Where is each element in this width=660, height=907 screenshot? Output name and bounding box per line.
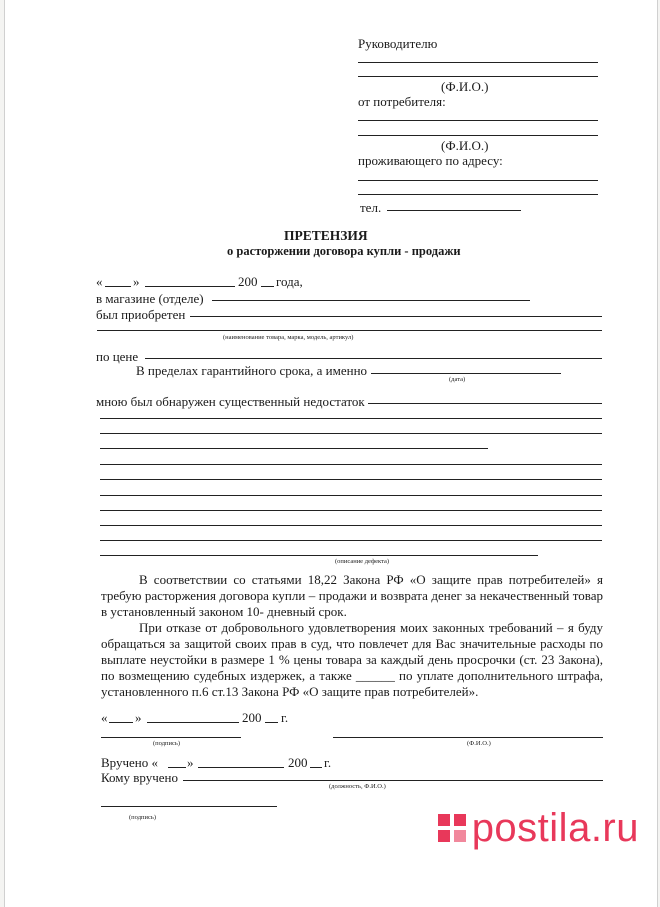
postila-watermark — [436, 808, 639, 848]
footer-year-line — [265, 722, 278, 723]
date-close-quote: » — [133, 274, 140, 289]
delivered-close-quote: » — [187, 755, 194, 770]
head-line-2 — [358, 76, 598, 77]
fio-caption-1: (Ф.И.О.) — [441, 79, 489, 94]
defect-line-5 — [100, 479, 602, 480]
defect-line-9 — [100, 540, 602, 541]
watermark-text: postila.ru — [471, 806, 639, 850]
footer-year-suffix: г. — [281, 710, 289, 725]
warning-paragraph — [101, 620, 603, 700]
delivered-day-line — [168, 767, 186, 768]
warranty-date-line — [371, 373, 561, 374]
goods-line-1 — [190, 316, 602, 317]
defect-line-6 — [100, 495, 602, 496]
delivered-year-line — [310, 767, 322, 768]
document-page — [4, 0, 658, 907]
fio-caption-2: (Ф.И.О.) — [441, 138, 489, 153]
day-line — [105, 286, 131, 287]
footer-day-line — [109, 722, 133, 723]
date-open-quote: « — [96, 274, 103, 289]
head-line-1 — [358, 62, 598, 63]
signature-caption-2: (подпись) — [129, 814, 156, 821]
demand-line-2: требую расторжения договора купли – продажи и возврата денег за некачественный товар — [101, 588, 603, 603]
delivered-to-label: Кому вручено — [101, 770, 178, 785]
residing-label: проживающего по адресу: — [358, 153, 503, 168]
defect-label: мною был обнаружен существенный недостаток — [96, 394, 365, 409]
warning-line-3: выплате неустойки в размере 1 % цены товара за каждый день просрочки (ст. 23 Закона), — [101, 652, 603, 667]
defect-line-8 — [100, 525, 602, 526]
demand-line-3: в установленный законом 10- дневный срок. — [101, 604, 347, 619]
store-line — [212, 300, 530, 301]
signature-line — [101, 737, 241, 738]
year-line — [261, 286, 274, 287]
defect-line-1 — [100, 418, 602, 419]
defect-line-3 — [100, 448, 488, 449]
year-prefix: 200 — [238, 274, 258, 289]
address-line-2 — [358, 194, 598, 195]
footer-date-close: » — [135, 710, 142, 725]
store-label: в магазине (отделе) — [96, 291, 204, 306]
defect-line-0 — [368, 403, 602, 404]
defect-line-4 — [100, 464, 602, 465]
fio-caption: (Ф.И.О.) — [467, 740, 491, 747]
signature-line-2 — [101, 806, 277, 807]
footer-date-open: « — [101, 710, 108, 725]
signature-caption: (подпись) — [153, 740, 180, 747]
defect-line-2 — [100, 433, 602, 434]
warning-line-2: обращаться за защитой своих прав в суд, что повлечет для Вас значительные расходы по — [101, 636, 603, 651]
delivered-year-suffix: г. — [324, 755, 332, 770]
goods-caption: (наименование товара, марка, модель, артикул) — [223, 334, 354, 341]
footer-month-line — [147, 722, 239, 723]
defect-line-10 — [100, 555, 538, 556]
warning-line-5: установленного п.6 ст.13 Закона РФ «О защите прав потребителей». — [101, 684, 479, 699]
demand-paragraph — [101, 572, 603, 620]
from-consumer-label: от потребителя: — [358, 94, 446, 109]
delivered-month-line — [198, 767, 284, 768]
defect-line-7 — [100, 510, 602, 511]
warning-line-4: по возмещению судебных издержек, а также ______ по уплате дополнительного штрафа, — [101, 668, 603, 683]
date-caption: (дата) — [449, 376, 466, 383]
delivered-year-prefix: 200 — [288, 755, 308, 770]
postila-logo-icon — [436, 811, 468, 843]
demand-line-1: В соответствии со статьями 18,22 Закона РФ «О защите прав потребителей» я — [139, 572, 603, 587]
phone-line — [387, 210, 521, 211]
warranty-text: В пределах гарантийного срока, а именно — [136, 363, 368, 378]
warning-line-1: При отказе от добровольного удовлетворения моих законных требований – я буду — [139, 620, 603, 635]
address-line-1 — [358, 180, 598, 181]
purchased-label: был приобретен — [96, 307, 186, 322]
goods-line-2 — [97, 330, 602, 331]
month-line — [145, 286, 235, 287]
defect-caption: (описание дефекта) — [335, 558, 390, 565]
delivered-to-line — [183, 780, 603, 781]
document-title: ПРЕТЕНЗИЯ — [284, 228, 368, 243]
fio-line — [333, 737, 603, 738]
consumer-line-1 — [358, 120, 598, 121]
footer-year-prefix: 200 — [242, 710, 262, 725]
position-caption: (должность, Ф.И.О.) — [329, 783, 386, 790]
to-head-label: Руководителю — [358, 36, 438, 51]
year-suffix: года, — [276, 274, 303, 289]
delivered-label: Вручено « — [101, 755, 159, 770]
consumer-line-2 — [358, 135, 598, 136]
phone-label: тел. — [360, 200, 382, 215]
document-subtitle: о расторжении договора купли - продажи — [227, 244, 461, 258]
price-label: по цене — [96, 349, 139, 364]
price-line — [145, 358, 602, 359]
